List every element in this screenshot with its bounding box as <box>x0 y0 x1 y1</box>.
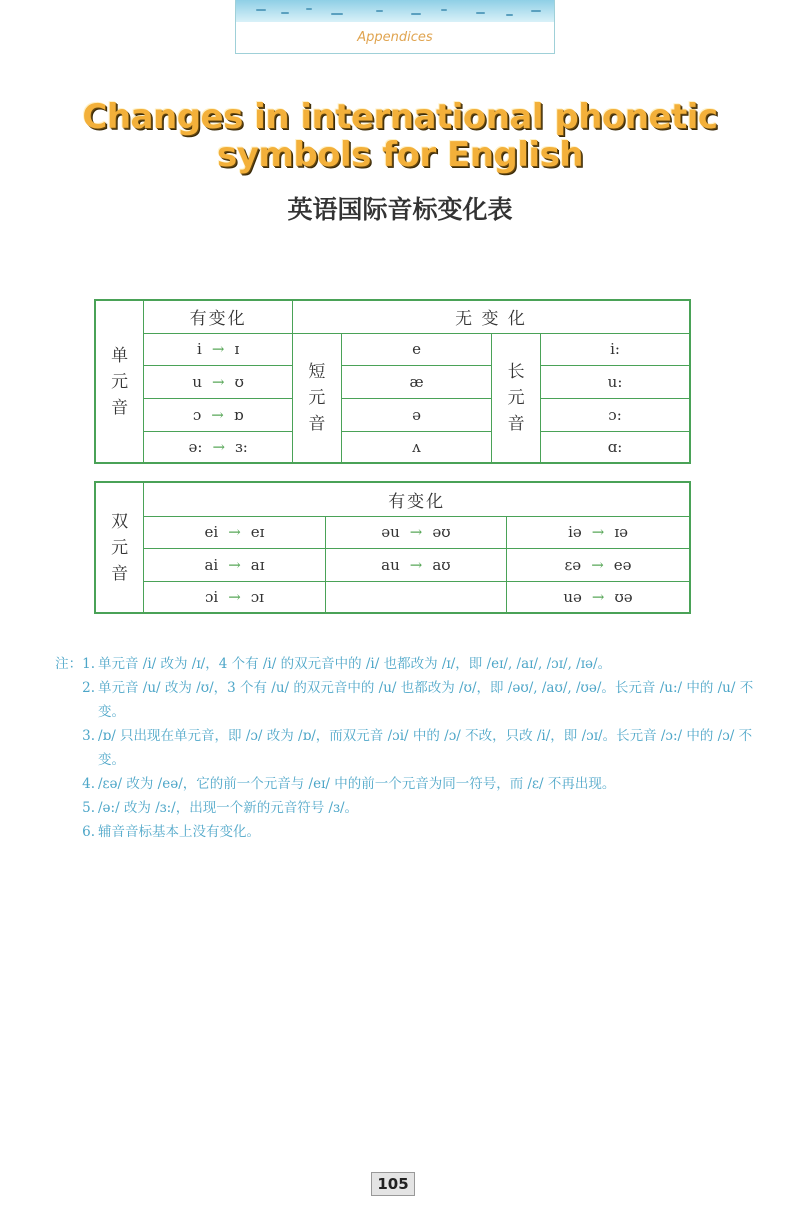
diphthong-cell: au → aʊ <box>325 548 506 581</box>
diphthong-cell: ei → eɪ <box>144 516 325 548</box>
diphthong-cell: ai → aɪ <box>144 548 325 581</box>
monophthong-side-label: 单 元 音 <box>95 300 144 463</box>
diphthong-cell: ɔi → ɔɪ <box>144 581 325 613</box>
short-vowel-cell: ə <box>341 398 491 431</box>
long-vowel-cell: u: <box>541 365 690 398</box>
page-number: 105 <box>371 1172 415 1196</box>
tab-wave-band <box>236 0 554 22</box>
diphthong-cell: εə → eə <box>507 548 690 581</box>
note-item: 注：1. 单元音 /i/ 改为 /ɪ/，4 个有 /i/ 的双元音中的 /i/ 也都改为 /ɪ/，即 /eɪ/, /aɪ/, /ɔɪ/, /ɪə/。 <box>55 656 612 672</box>
diphthong-table <box>94 481 691 614</box>
page-subtitle-cn: 英语国际音标变化表 <box>287 195 513 224</box>
section-label: Appendices <box>357 30 433 45</box>
changed-symbol-cell: ɔ → ɒ <box>144 398 293 431</box>
note-item: 3. /ɒ/ 只出现在单元音，即 /ɔ/ 改为 /ɒ/，而双元音 /ɔi/ 中的 /ɔ/ 不改，只改 /i/，即 /ɔɪ/。长元音 /ɔ:/ 中的 /ɔ/ 不变。 <box>82 728 753 768</box>
diphthong-cell: uə → ʊə <box>507 581 690 613</box>
short-vowel-cell: e <box>341 333 491 365</box>
monophthong-table <box>94 299 691 464</box>
unchanged-header: 无 变 化 <box>292 300 690 333</box>
notes-section <box>45 652 765 844</box>
section-tab <box>235 0 555 54</box>
title-line-1: Changes in international phonetic <box>82 97 718 137</box>
note-item: 4. /εə/ 改为 /eə/，它的前一个元音与 /eɪ/ 中的前一个元音为同一符号，而 /ε/ 不再出现。 <box>82 776 616 792</box>
note-item: 2. 单元音 /u/ 改为 /ʊ/，3 个有 /u/ 的双元音中的 /u/ 也都改为 /ʊ/，即 /əʊ/, /aʊ/, /ʊə/。长元音 /u:/ 中的 /u/ 不变。 <box>82 680 754 720</box>
note-item: 5. /ə:/ 改为 /ɜ:/，出现一个新的元音符号 /ɜ/。 <box>82 800 358 816</box>
long-vowel-cell: ɑ: <box>541 431 690 463</box>
changed-symbol-cell: ə: → ɜ: <box>144 431 293 463</box>
changed-symbol-cell: i → ɪ <box>144 333 293 365</box>
long-vowel-cell: ɔ: <box>541 398 690 431</box>
note-item: 6. 辅音音标基本上没有变化。 <box>82 824 260 840</box>
diphthong-cell: əu → əʊ <box>325 516 506 548</box>
long-vowel-label: 长 元 音 <box>492 333 541 463</box>
long-vowel-cell: i: <box>541 333 690 365</box>
short-vowel-cell: æ <box>341 365 491 398</box>
title-line-2: symbols for English <box>216 135 584 175</box>
short-vowel-label: 短 元 音 <box>292 333 341 463</box>
diphthong-side-label: 双 元 音 <box>95 482 144 613</box>
diphthong-changed-header: 有变化 <box>144 482 690 516</box>
diphthong-cell: iə → ɪə <box>507 516 690 548</box>
changed-symbol-cell: u → ʊ <box>144 365 293 398</box>
page-title <box>0 98 800 174</box>
changed-header: 有变化 <box>144 300 293 333</box>
diphthong-cell-empty <box>325 581 506 613</box>
short-vowel-cell: ʌ <box>341 431 491 463</box>
